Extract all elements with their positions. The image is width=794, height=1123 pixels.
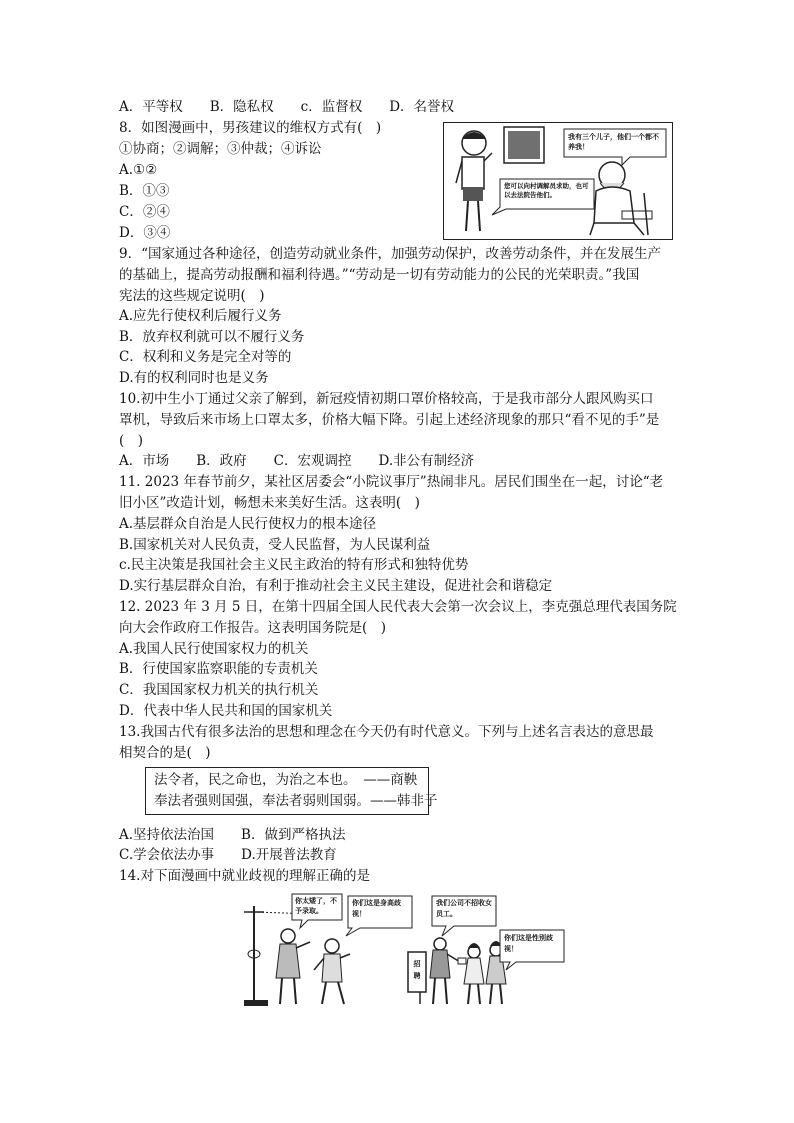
q13-stem-line-2: 相契合的是( ): [119, 745, 211, 761]
q9-option-a: A.应先行使权利后履行义务: [119, 308, 282, 324]
q9-stem-line-2: 的基础上，提高劳动报酬和福利待遇。”“劳动是一切有劳动能力的公民的光荣职责。”我国: [119, 267, 640, 283]
q10-stem-line-3: ( ): [119, 433, 144, 449]
q11-option-a: A.基层群众自治是人民行使权力的根本途径: [119, 516, 377, 532]
q10-options: A．市场 B．政府 C．宏观调控 D.非公有制经济: [119, 453, 475, 469]
q13-quote-2: 奉法者强则国强，奉法者弱则国弱。——韩非子: [154, 793, 438, 809]
q10-stem-line-1: 10.初中生小丁通过父亲了解到，新冠疫情初期口罩价格较高，于是我市部分人跟风购买口: [119, 391, 654, 407]
q14-bubble-height-reject: 你太矮了，不予录取。: [295, 897, 337, 915]
q11-stem-line-2: 旧小区”改造计划，畅想未来美好生活。这表明( ): [119, 495, 420, 511]
q12-option-d: D．代表中华人民共和国的国家机关: [119, 703, 333, 719]
q9-stem-line-3: 宪法的这些规定说明( ): [119, 288, 265, 304]
q8-boy-speech: 您可以向村调解员求助，也可以去法院告他们。: [504, 182, 589, 199]
q13-quote-box: [145, 767, 438, 815]
q12-option-b: B．行使国家监察职能的专责机关: [119, 661, 318, 677]
q7-options: A．平等权 B．隐私权 c．监督权 D．名誉权: [119, 99, 455, 115]
q10-stem-line-2: 罩机，导致后来市场上口罩太多，价格大幅下降。引起上述经济现象的那只“看不见的手”是: [119, 412, 660, 428]
q9-stem-line-1: 9．“国家通过各种途径，创造劳动就业条件，加强劳动保护，改善劳动条件，并在发展生产: [119, 246, 661, 262]
q8-option-c: C．②④: [119, 204, 170, 220]
q14-bubble-gender-discrimination: 你们这是性别歧视！: [504, 934, 553, 953]
q8-option-a: A.①②: [119, 162, 158, 178]
q11-option-b: B.国家机关对人民负责，受人民监督，为人民谋利益: [119, 537, 431, 553]
q13-quote-1: 法令者，民之命也，为治之本也。 ——商鞅: [154, 772, 418, 788]
q8-option-b: B．①③: [119, 183, 170, 199]
q11-option-c: c.民主决策是我国社会主义民主政治的特有形式和独特优势: [119, 557, 469, 573]
q9-option-d: D.有的权利同时也是义务: [119, 370, 269, 386]
q13-stem-line-1: 13.我国古代有很多法治的思想和理念在今天仍有时代意义。下列与上述名言表达的意思最: [119, 724, 654, 740]
q12-stem-line-1: 12. 2023 年 3 月 5 日，在第十四届全国人民代表大会第一次会议上，李克强总理代表国务院: [119, 599, 677, 615]
q11-option-d: D.实行基层群众自治，有利于推动社会主义民主建设，促进社会和谐稳定: [119, 578, 553, 594]
q14-bubble-height-discrimination: 你们这是身高歧视！: [352, 899, 401, 918]
q8-cartoon: [443, 122, 673, 240]
q13-options-row-2: C.学会依法办事 D.开展普法教育: [119, 847, 337, 863]
q8-stem: 8．如图漫画中，男孩建议的维权方式有( ): [119, 120, 382, 136]
q14-cartoon: [234, 892, 566, 1010]
q9-option-b: B．放弃权利就可以不履行义务: [119, 329, 305, 345]
q13-options-row-1: A.坚持依法治国 B．做到严格执法: [119, 827, 346, 843]
q8-option-d: D．③④: [119, 225, 171, 241]
q8-items: ①协商；②调解；③仲裁；④诉讼: [119, 141, 322, 157]
q14-recruitment-sign: 招聘: [413, 960, 421, 980]
q12-option-a: A.我国人民行使国家权力的机关: [119, 641, 309, 657]
q8-old-man-speech: 我有三个儿子，他们一个都不养我！: [568, 133, 659, 151]
q12-stem-line-2: 向大会作政府工作报告。这表明国务院是( ): [119, 620, 387, 636]
q14-stem: 14.对下面漫画中就业歧视的理解正确的是: [119, 868, 370, 884]
q11-stem-line-1: 11. 2023 年春节前夕，某社区居委会“小院议事厅”热闹非凡。居民们围坐在一起，讨论“老: [119, 474, 664, 490]
q14-bubble-no-women: 我们公司不招收女员工。: [436, 899, 492, 918]
q9-option-c: C．权利和义务是完全对等的: [119, 349, 292, 365]
q12-option-c: C．我国国家权力机关的执行机关: [119, 682, 319, 698]
